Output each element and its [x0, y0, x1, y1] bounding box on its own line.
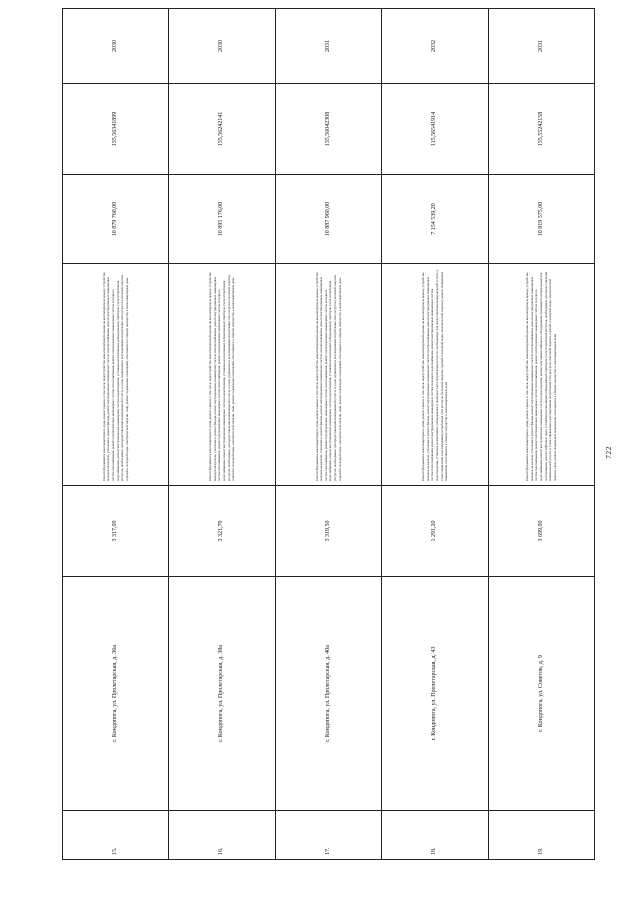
works-cell: [382, 264, 488, 486]
area-cell: 3 321,70: [169, 486, 275, 577]
address-cell: г. Кондопога, ул. Пролетарская, д. 43: [382, 577, 488, 811]
capital-repair-table: [62, 8, 595, 860]
address-cell: г. Кондопога, ул. Пролетарская, д. 36а: [63, 577, 169, 811]
address-cell: г. Кондопога, ул. Пролетарская, д. 38а: [169, 577, 275, 811]
year-cell: 2031: [275, 9, 381, 84]
works-cell: [275, 264, 381, 486]
year-cell: 2030: [169, 9, 275, 84]
area-cell: 3 317,00: [63, 486, 169, 577]
works-text: Ремонт фундамента многоквартирного дома, ремонт крыши, в том числе переустройство невентилируемой крыши на вентилируемую крышу, устройство выходов на кровлю, утепление и ремонт фасада, ремонт внутридомовых инженерных систем электроснабжения, ремонт внутридомовых инженерных систем газоснабжения, ремонт внутридомовых инженерных систем теплоснабжения, ремонт внутридомовых инженерных систем холодного водоснабжения, ремонт внутридомовых инженерных систем водоотведения, установка коллективных (общедомовых) приборов учета потребления ресурсов, необходимых для предоставления коммунальной услуги, и узлов управления и регулирования потребления этих ресурсов (тепловой энергии, горячей и холодной воды, электрической энергии, газа), ремонт подвальных помещений, относящихся к общему имуществу в многоквартирном доме: [208, 272, 236, 481]
area-cell: 1 291,20: [382, 486, 488, 577]
area-cell: 3 319,50: [275, 486, 381, 577]
specific-cost-cell: 135,56242141: [169, 84, 275, 175]
works-text: Ремонт фундамента многоквартирного дома, ремонт крыши, в том числе переустройство невентилируемой крыши на вентилируемую крышу, устройство выходов на кровлю, утепление и ремонт фасада, ремонт внутридомовых инженерных систем электроснабжения, ремонт внутридомовых инженерных систем газоснабжения, ремонт внутридомовых инженерных систем теплоснабжения, ремонт внутридомовых инженерных систем холодного водоснабжения, ремонт внутридомовых инженерных систем водоотведения, установка коллективных (общедомовых) приборов учета потребления ресурсов, необходимых для предоставления коммунальной услуги, и узлов управления и регулирования потребления этих ресурсов (тепловой энергии, горячей и холодной воды, электрической энергии, газа), ремонт подвальных помещений, относящихся к общему имуществу в многоквартирном доме: [314, 272, 342, 481]
row-number: 17.: [275, 811, 381, 860]
table-row: [169, 9, 275, 860]
cost-cell: 10 887 960,00: [275, 175, 381, 264]
address-cell: г. Кондопога, ул. Пролетарская, д. 40а: [275, 577, 381, 811]
area-cell: 3 699,00: [488, 486, 594, 577]
works-text: Ремонт фундамента многоквартирного дома, ремонт крыши, в том числе переустройство невентилируемой крыши на вентилируемую крышу, устройство выходов на кровлю, утепление и ремонт фасада, ремонт внутридомовых инженерных систем электроснабжения, ремонт внутридомовых инженерных систем газоснабжения, ремонт внутридомовых инженерных систем теплоснабжения, ремонт внутридомовых инженерных систем холодного водоснабжения, ремонт внутридомовых инженерных систем водоотведения, установка коллективных (общедомовых) приборов учета потребления ресурсов, необходимых для предоставления коммунальной услуги, и узлов управления и регулирования потребления этих ресурсов (тепловой энергии, горячей и холодной воды, электрической энергии, газа), ремонт подвальных помещений, относящихся к общему имуществу в многоквартирном доме: [101, 272, 129, 481]
table-row: [275, 9, 381, 860]
cost-cell: 7 154 539,20: [382, 175, 488, 264]
specific-cost-cell: 115,56541914: [382, 84, 488, 175]
year-cell: 2031: [488, 9, 594, 84]
row-number: 16.: [169, 811, 275, 860]
table-row: [488, 9, 594, 860]
cost-cell: 10 895 176,00: [169, 175, 275, 264]
row-number: 15.: [63, 811, 169, 860]
table-row: [63, 9, 169, 860]
works-text: Ремонт фундамента многоквартирного дома, ремонт крыши, в том числе переустройство невентилируемой крыши на вентилируемую крышу, устройство выходов на кровлю, утепление и ремонт фасада, ремонт внутридомовых инженерных систем электроснабжения, ремонт внутридомовых инженерных систем газоснабжения, ремонт внутридомовых инженерных систем теплоснабжения, ремонт внутридомовых инженерных систем холодного водоснабжения, ремонт внутридомовых инженерных систем водоотведения, ремонт или замена лифтового оборудования, признанного непригодным для эксплуатации, ремонт лифтовых шахт, установка коллективных (общедомовых) приборов учета потребления ресурсов, необходимых для предоставления коммунальной услуги, и узлов управления и регулирования потребления этих ресурсов (тепловой энергии, горячей и холодной воды, электрической энергии, газа), ремонт подвальных помещений, относящихся к общему имуществу в многоквартирном доме: [525, 272, 557, 481]
works-cell: [169, 264, 275, 486]
year-cell: 2032: [382, 9, 488, 84]
cost-cell: 10 879 760,00: [63, 175, 169, 264]
specific-cost-cell: 135,56042308: [275, 84, 381, 175]
year-cell: 2030: [63, 9, 169, 84]
works-cell: [488, 264, 594, 486]
page-number: 722: [604, 446, 613, 459]
row-number: 19.: [488, 811, 594, 860]
specific-cost-cell: 135,55242158: [488, 84, 594, 175]
table-row: [382, 9, 488, 860]
works-text: Ремонт фундамента многоквартирного дома, ремонт крыши, в том числе переустройство невентилируемой крыши на вентилируемую крышу, устройство выходов на кровлю, утепление и ремонт фасада, ремонт внутридомовых инженерных систем электроснабжения, ремонт внутридомовых инженерных систем теплоснабжения, ремонт внутридомовых инженерных систем холодного водоснабжения, ремонт внутридомовых инженерных систем водоотведения, установка коллективных (общедомовых) приборов учета потребления ресурсов, необходимых для предоставления коммунальной услуги, и узлов управления и регулирования потребления этих ресурсов (тепловой энергии, горячей и холодной воды, электрической энергии), ремонт подвальных помещений, относящихся к общему имуществу в многоквартирном доме: [420, 269, 449, 481]
cost-cell: 10 819 575,00: [488, 175, 594, 264]
specific-cost-cell: 135,56341899: [63, 84, 169, 175]
address-cell: г. Кондопога, ул. Советов, д. 9: [488, 577, 594, 811]
works-cell: [63, 264, 169, 486]
row-number: 18.: [382, 811, 488, 860]
